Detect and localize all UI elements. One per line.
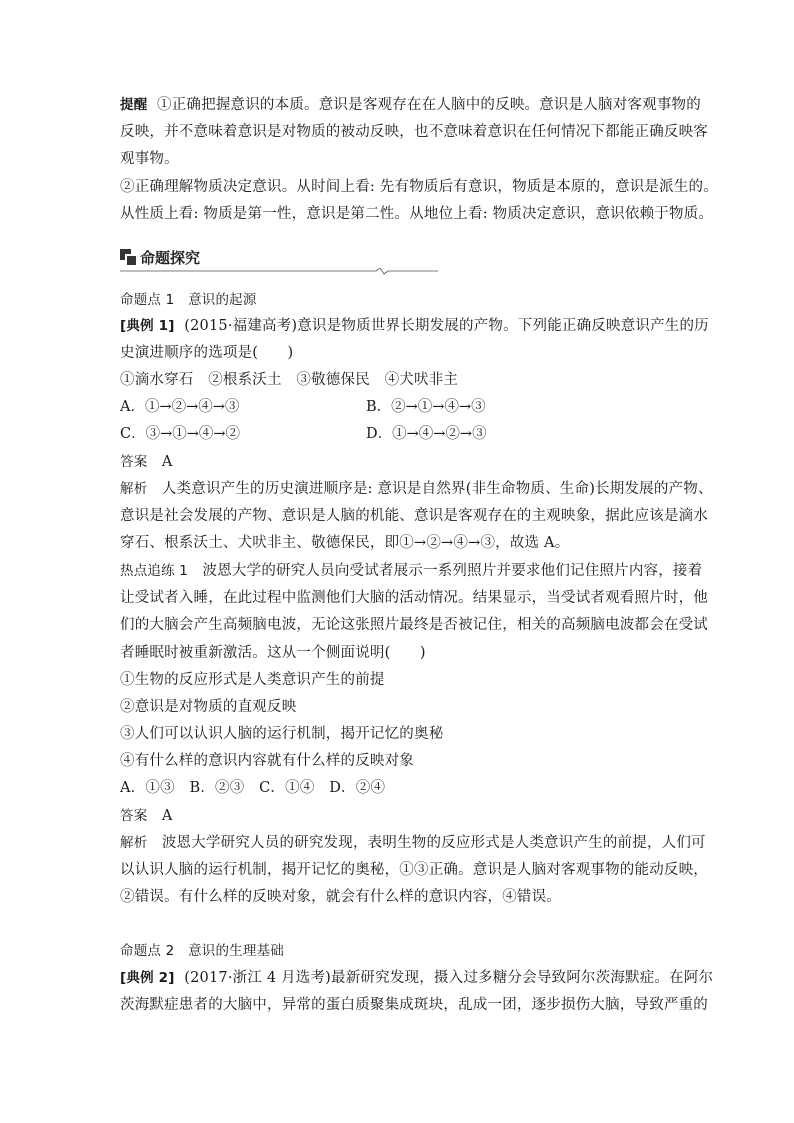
- follow1-analysis-line-3: ②错误。有什么样的反映对象，就会有什么样的意识内容，④错误。: [120, 889, 561, 905]
- answer-label: 答案: [120, 808, 148, 824]
- example1-analysis-line-1: 解析 人类意识产生的历史演进顺序是: 意识是自然界(非生命物质、生命)长期发展的产物、: [120, 481, 713, 497]
- section-divider: [120, 268, 438, 276]
- follow1-analysis-line-1: 解析 波恩大学研究人员的研究发现，表明生物的反应形式是人类意识产生的前提，人们可: [120, 835, 706, 851]
- follow1-item-4: ④有什么样的意识内容就有什么样的反映对象: [120, 753, 414, 769]
- section-square-icon: [120, 249, 136, 265]
- example1-label: [典例 1]: [120, 318, 175, 334]
- example1-line-1: [典例 1] (2015·福建高考)意识是物质世界长期发展的产物。下列能正确反映意识产生的历: [120, 318, 709, 334]
- example1-analysis-line-3: 穿石、根系沃土、犬吠非主、敬德保民，即①→②→④→③，故选 A。: [120, 535, 570, 551]
- follow1-analysis-line-2: 以认识人脑的运行机制，揭开记忆的奥秘，①③正确。意识是人脑对客观事物的能动反映，: [120, 862, 708, 878]
- example1-items: ①滴水穿石 ②根系沃土 ③敬德保民 ④犬吠非主: [120, 372, 459, 388]
- follow1-line-4: 者睡眠时被重新激活。这从一个侧面说明( ): [120, 645, 426, 661]
- example1-option-a: A．①→②→④→③: [120, 399, 240, 415]
- example2-line-1: [典例 2] (2017·浙江 4 月选考)最新研究发现，摄入过多糖分会导致阿尔茨海默症。在阿尔: [120, 970, 714, 986]
- example2-line-2: 茨海默症患者的大脑中，异常的蛋白质聚集成斑块，乱成一团，逐步损伤大脑，导致严重的: [120, 997, 708, 1013]
- follow1-options: A．①③ B．②③ C．①④ D．②④: [120, 780, 386, 796]
- example1-option-b: B．②→①→④→③: [366, 399, 486, 415]
- example1-option-d: D．①→④→②→③: [366, 426, 487, 442]
- follow1-answer: 答案 A: [120, 808, 173, 824]
- tip-line-1: 提醒 ①正确把握意识的本质。意识是客观存在在人脑中的反映。意识是人脑对客观事物的: [120, 97, 701, 113]
- analysis-label: 解析: [120, 835, 148, 851]
- section-header: [120, 246, 200, 268]
- follow1-line-2: 让受试者入睡，在此过程中监测他们大脑的活动情况。结果显示，当受试者观看照片时，他: [120, 590, 708, 606]
- tip-line-4: ②正确理解物质决定意识。从时间上看: 先有物质后有意识，物质是本原的，意识是派生的。: [120, 179, 718, 195]
- follow1-line-3: 们的大脑会产生高频脑电波，无论这张照片最终是否被记住，相关的高频脑电波都会在受试: [120, 617, 708, 633]
- example1-answer: 答案 A: [120, 454, 173, 470]
- example1-analysis-line-2: 意识是社会发展的产物、意识是人脑的机能、意识是客观存在的主观映象，据此应该是滴水: [120, 508, 708, 524]
- follow1-line-1: 热点追练 1 波恩大学的研究人员向受试者展示一系列照片并要求他们记住照片内容，接着: [120, 563, 703, 579]
- example1-option-c: C．③→①→④→②: [120, 426, 241, 442]
- section-title: 命题探究: [140, 248, 201, 267]
- tip-line-5: 从性质上看: 物质是第一性，意识是第二性。从地位上看: 物质决定意识，意识依赖于物质。: [120, 206, 714, 222]
- follow1-item-1: ①生物的反应形式是人类意识产生的前提: [120, 672, 385, 688]
- answer-label: 答案: [120, 454, 148, 470]
- follow1-item-2: ②意识是对物质的直观反映: [120, 699, 297, 715]
- point2-heading: 命题点 2 意识的生理基础: [120, 943, 284, 959]
- follow1-label: 热点追练 1: [120, 563, 189, 579]
- point1-heading: 命题点 1 意识的起源: [120, 292, 257, 308]
- tip-line-2: 反映，并不意味着意识是对物质的被动反映，也不意味着意识在任何情况下都能正确反映客: [120, 124, 708, 140]
- tip-label: 提醒: [120, 97, 148, 113]
- example2-label: [典例 2]: [120, 970, 175, 986]
- analysis-label: 解析: [120, 481, 148, 497]
- tip-line-3: 观事物。: [120, 151, 179, 167]
- follow1-item-3: ③人们可以认识人脑的运行机制，揭开记忆的奥秘: [120, 726, 444, 742]
- example1-line-2: 史演进顺序的选项是( ): [120, 345, 294, 361]
